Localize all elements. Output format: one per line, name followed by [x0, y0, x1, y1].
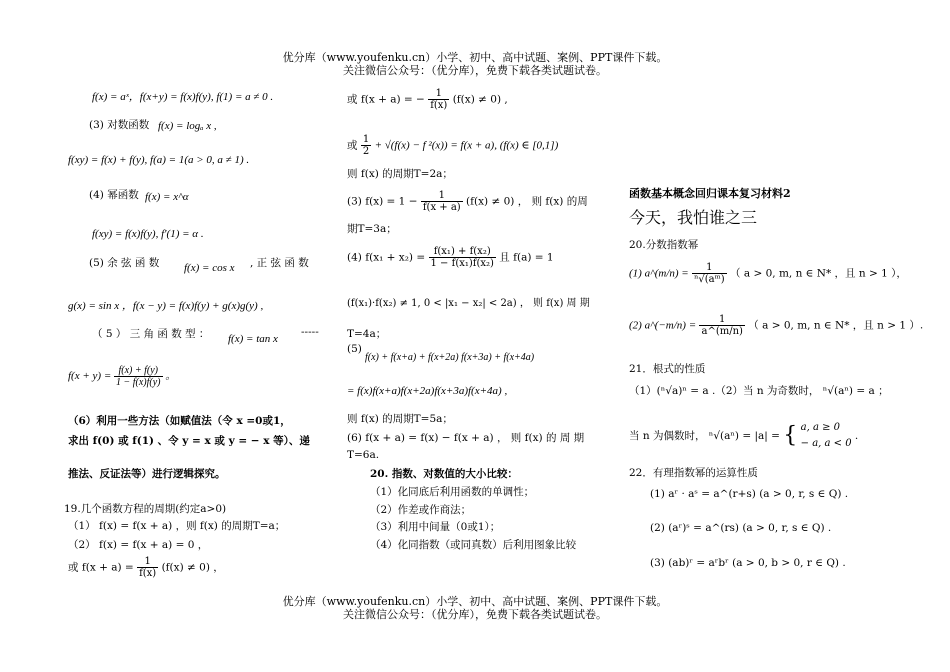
frac-exp-1-den: ⁿ√(aᵐ)	[694, 274, 725, 285]
tan-addition-tail: 。	[165, 370, 177, 383]
period-neg-reciprocal-den: f(x)	[430, 100, 448, 111]
period-neg-reciprocal	[347, 88, 508, 111]
log-function-label: (3) 对数函数	[89, 119, 150, 131]
tan-addition-eq	[68, 365, 176, 388]
period-5a-eq-2: = f(x)f(x+a)f(x+2a)f(x+3a)f(x+4a) ,	[347, 385, 508, 397]
tan-function-label: （ 5 ） 三 角 函 数 型 ：	[92, 328, 210, 340]
period-4a: T=4a；	[347, 328, 387, 340]
period-item-2-alt-num: 1	[137, 556, 158, 568]
tan-addition-fraction	[114, 365, 163, 388]
period-sqrt-eq	[347, 134, 558, 157]
radical-property-2	[629, 420, 858, 452]
piecewise-cases	[801, 420, 852, 452]
left-brace-icon: {	[783, 423, 798, 448]
tan-addition-num: f(x) + f(y)	[114, 365, 163, 377]
log-function-eq: f(xy) = f(x) + f(y), f(a) = 1(a > 0, a ≠ 1) .	[68, 154, 250, 166]
period-5a: 则 f(x) 的周期T=5a；	[347, 413, 453, 425]
doc-title: 函数基本概念回归课本复习材料2	[629, 187, 791, 200]
period-item-2-alt-den: f(x)	[139, 568, 157, 579]
period-4a-den: 1 − f(x₁)f(x₂)	[430, 258, 494, 269]
frac-exp-2-fraction	[699, 314, 744, 337]
exp-function-eq: f(x) = aˣ，f(x+y) = f(x)f(y), f(1) = a ≠ 0 .	[92, 91, 274, 103]
frac-exp-1	[629, 262, 907, 285]
period-neg-reciprocal-num: 1	[428, 88, 449, 100]
tan-addition-den: 1 − f(x)f(y)	[116, 377, 161, 388]
period-4a-pre: (4) f(x₁ + x₂) =	[347, 251, 426, 264]
exp-rule-1: (1) aʳ · aˢ = a^(r+s) (a > 0, r, s ∈ Q) .	[650, 488, 849, 500]
cos-function-math: f(x) = cos x	[184, 262, 235, 274]
tan-addition-lhs: f(x + y) =	[68, 370, 112, 383]
frac-exp-2	[629, 314, 923, 337]
header-line-2: 关注微信公众号：（优分库），免费下载各类试题试卷。	[343, 64, 607, 77]
period-4a-num: f(x₁) + f(x₂)	[429, 246, 496, 258]
radical-property-2-tail: .	[854, 430, 859, 442]
header-line-1: 优分库（www.youfenku.cn）小学、初中、高中试题、案例、PPT课件下载。	[282, 51, 668, 64]
period-sqrt-num: 1	[362, 134, 370, 145]
period-3a-tail: (f(x) ≠ 0) ， 则 f(x) 的周	[466, 195, 588, 208]
frac-exp-2-den: a^(m/n)	[701, 326, 743, 337]
period-item-2-alt-pre: 或 f(x + a) =	[68, 561, 134, 574]
period-neg-reciprocal-fraction	[428, 88, 449, 111]
frac-exp-2-tail: （ a > 0, m, n ∈ N* ，且 n > 1 ）.	[748, 319, 924, 332]
frac-exp-1-tail: （ a > 0, m, n ∈ N* ，且 n > 1 ），	[730, 267, 907, 280]
power-function-math: f(x) = x^α	[145, 191, 189, 203]
piecewise-case-2: − a, a < 0	[800, 438, 852, 449]
section-21-heading: 21．根式的性质	[629, 363, 706, 375]
compare-item-4: （4）化同指数（或同真数）后利用图象比较	[370, 539, 577, 551]
period-neg-reciprocal-tail: (f(x) ≠ 0) ,	[452, 93, 508, 106]
frac-exp-2-pre: (2) a^(−m/n) =	[629, 319, 697, 332]
radical-property-2-pre: 当 n 为偶数时， ⁿ√(aⁿ) = |a| =	[629, 430, 780, 442]
section-20-heading: 20. 指数、对数值的大小比较：	[370, 468, 518, 480]
period-item-1: （1） f(x) = f(x + a) ，则 f(x) 的周期T=a；	[68, 520, 286, 532]
period-3a: 期T=3a；	[347, 223, 397, 235]
piecewise-case-1: a, a ≥ 0	[800, 422, 841, 433]
method-line-2: 求出 f(0) 或 f(1) 、令 y = x 或 y = − x 等）、递	[68, 435, 310, 447]
period-item-2-alt-fraction	[137, 556, 158, 579]
compare-item-1: （1）化同底后利用函数的单调性；	[370, 486, 535, 498]
period-4a-eq	[347, 246, 554, 269]
method-line-1: （6）利用一些方法（如赋值法（令 x =0或1，	[68, 415, 291, 427]
exp-rule-3: (3) (ab)ʳ = aʳbʳ (a > 0, b > 0, r ∈ Q) .	[650, 557, 846, 569]
section-22-heading: 22．有理指数幂的运算性质	[629, 467, 758, 479]
footer-line-2: 关注微信公众号：（优分库），免费下载各类试题试卷。	[343, 608, 607, 621]
period-4a-condition: (f(x₁)·f(x₂) ≠ 1, 0 < |x₁ − x₂| < 2a) ， 则 f(x) 周 期	[347, 298, 590, 309]
period-3a-num: 1	[421, 190, 463, 202]
tan-function-dash: -----	[301, 326, 319, 338]
sin-function-label: , 正 弦 函 数	[250, 257, 309, 269]
tan-function-math: f(x) = tan x	[228, 333, 278, 345]
period-5a-label: (5)	[347, 343, 362, 355]
period-6a-eq: (6) f(x + a) = f(x) − f(x + a) ， 则 f(x) 的 周 期	[347, 432, 585, 444]
period-3a-pre: (3) f(x) = 1 −	[347, 195, 418, 208]
frac-exp-1-pre: (1) a^(m/n) =	[629, 267, 689, 280]
period-item-2-alt	[68, 556, 224, 579]
compare-item-2: （2）作差或作商法；	[370, 504, 472, 516]
period-3a-eq	[347, 190, 588, 213]
period-item-2-alt-tail: (f(x) ≠ 0) ，	[161, 561, 224, 574]
power-function-eq: f(xy) = f(x)f(y), f′(1) = α .	[92, 228, 204, 240]
period-sqrt-pre: 或	[347, 139, 358, 152]
period-5a-eq-1: f(x) + f(x+a) + f(x+2a) f(x+3a) + f(x+4a)	[365, 352, 535, 363]
period-6a: T=6a.	[347, 449, 380, 461]
period-4a-fraction	[429, 246, 496, 269]
period-3a-den: f(x + a)	[422, 202, 461, 213]
power-function-label: (4) 幂函数	[89, 189, 139, 201]
footer-line-1: 优分库（www.youfenku.cn）小学、初中、高中试题、案例、PPT课件下载。	[282, 595, 668, 608]
cos-function-label: (5) 余 弦 函 数	[89, 257, 160, 269]
doc-subtitle: 今天，我怕谁之三	[629, 210, 758, 227]
frac-exp-1-fraction	[692, 262, 727, 285]
period-sqrt-tail: + √(f(x) − f ²(x)) = f(x + a), (f(x) ∈ [0,1])	[374, 139, 559, 152]
frac-exp-2-num: 1	[699, 314, 744, 326]
compare-item-3: （3）利用中间量（0或1）；	[370, 521, 501, 533]
trig-identity-eq: g(x) = sin x ，f(x − y) = f(x)f(y) + g(x)g(y) ,	[68, 300, 264, 312]
log-function-math: f(x) = logₐ x ,	[158, 120, 217, 132]
section-19-heading: 19.几个函数方程的周期(约定a>0)	[64, 503, 227, 515]
period-4a-tail: 且 f(a) = 1	[499, 251, 554, 264]
period-3a-fraction	[421, 190, 463, 213]
period-2a: 则 f(x) 的周期T=2a；	[347, 168, 453, 180]
period-item-2: （2） f(x) = f(x + a) = 0 ，	[68, 539, 209, 551]
exp-rule-2: (2) (aʳ)ˢ = a^(rs) (a > 0, r, s ∈ Q) .	[650, 522, 832, 534]
method-line-3: 推法、反证法等）进行逻辑探究。	[68, 468, 226, 480]
period-sqrt-den: 2	[362, 146, 370, 157]
section-20-fractional-exp: 20.分数指数幂	[629, 239, 699, 251]
period-sqrt-fraction	[361, 134, 371, 157]
frac-exp-1-num: 1	[692, 262, 727, 274]
radical-property-1: （1）(ⁿ√a)ⁿ = a .（2）当 n 为奇数时， ⁿ√(aⁿ) = a ；	[629, 385, 889, 397]
period-neg-reciprocal-pre: 或 f(x + a) = −	[347, 93, 425, 106]
